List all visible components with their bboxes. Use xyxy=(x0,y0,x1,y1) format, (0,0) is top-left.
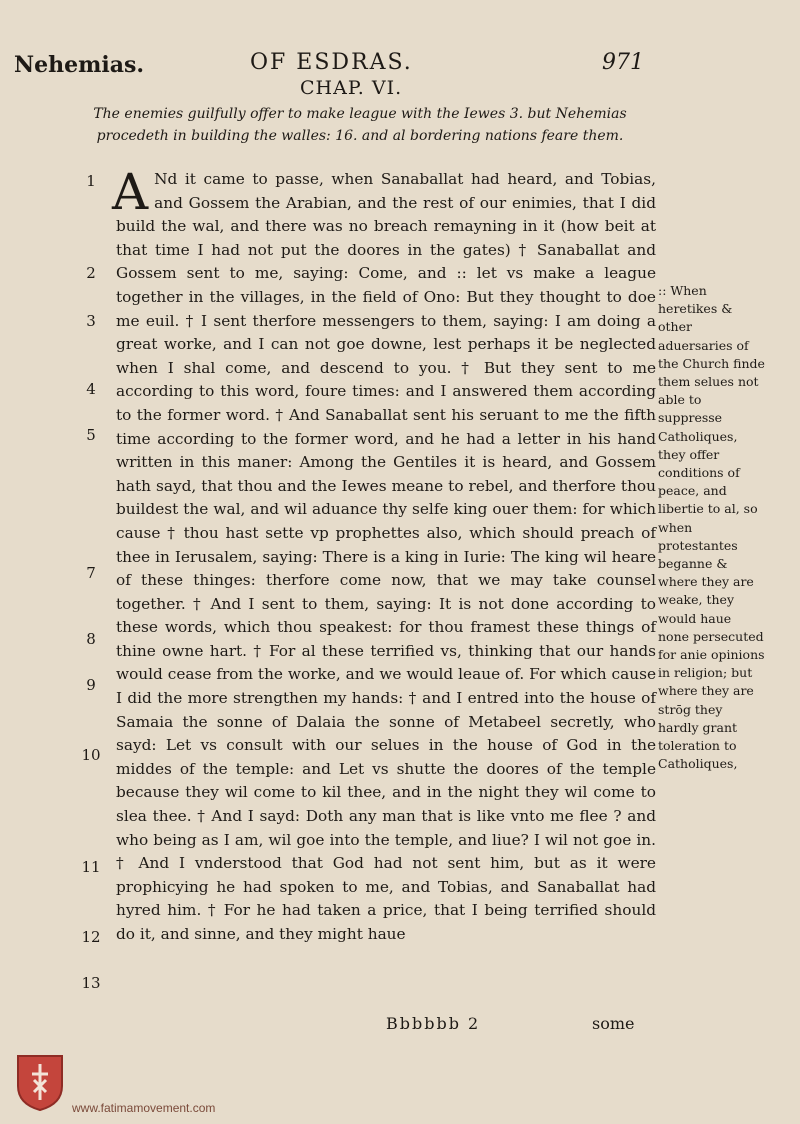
signature-mark: Bbbbbb 2 xyxy=(386,1014,481,1033)
verse-number: 10 xyxy=(81,746,101,764)
verse-number: 9 xyxy=(86,676,96,694)
verse-number: 2 xyxy=(86,264,96,282)
verse-number: 4 xyxy=(86,380,96,398)
papal-seal-icon xyxy=(14,1052,66,1112)
verse-number: 3 xyxy=(86,312,96,330)
chapter-text xyxy=(112,163,656,947)
body-text: Nd it came to passe, when Sanaballat had heard, and Tobias, and Gossem the Arabian, and the rest of our enimies, that I did build the wal, and there was no breach remayning in it (how beit at that time I had not put the doores in the gates) † Sanaballat and Gossem sent to me, saying: Come, and :: let vs make a league together in the villages, in the field of Ono: But they thought to doe me euil. † I sent therfore messengers to them, saying: I am doing a great worke, and I can not goe downe, lest perhaps it be neglected when I shal come, and descend to you. † But they sent to me according to this word, foure times: and I answered them according to the former word. † And Sanaballat sent his seruant to me the fifth time according to the former word, and he had a letter in his hand written in this maner: Among the Gentiles it is heard, and Gossem hath sayd, that thou and the Iewes meane to rebel, and therfore thou buildest the wal, and wil aduance thy selfe king ouer them: for which cause † thou hast sette vp prophettes also, which should preach of thee in Ierusalem, saying: There is a king in Iurie: The king wil heare of these thinges: therfore come now, that we may take counsel together. † And I sent to them, saying: It is not done according to these words, which thou speakest: for thou framest these things of thine owne hart. † For al these terrified vs, thinking that our hands would cease from the worke, and we would leaue of. For which cause I did the more strengthen my hands: † and I entred into the house of Samaia the sonne of Dalaia the sonne of Metabeel secretly, who sayd: Let vs consult with our selues in the house of God in the middes of the temple: and Let vs shutte the doores of the temple because they wil come to kil thee, and in the night they wil come to slea thee. † And I sayd: Doth any man that is like vnto me flee ? and who being as I am, wil goe into the temple, and liue? I wil not goe in. † And I vnderstood that God had not sent him, but as it were prophicying he had spoken to me, and Tobias, and Sanaballat had hyred him. † For he had taken a price, that I being terrified should do it, and sinne, and they might haue xyxy=(116,170,656,943)
verse-number: 12 xyxy=(81,928,101,946)
verse-number: 13 xyxy=(81,974,101,992)
verse-number: 1 xyxy=(86,172,96,190)
verse-number: 11 xyxy=(81,858,101,876)
verse-number: 8 xyxy=(86,630,96,648)
running-head-center: OF ESDRAS. xyxy=(250,50,413,75)
margin-annotation: :: When heretikes & other aduersaries of the Church finde them selues not able to suppresse Catholiques, they offer conditions of peace, and libertie to al, so when protestantes beganne & where they are weake, they would haue none persecuted for anie opinions in religion; but where they are strōg they hardly grant toleration to Catholiques, xyxy=(658,283,765,772)
page-number: 971 xyxy=(602,50,644,75)
catchword: some xyxy=(592,1014,635,1033)
verse-number: 5 xyxy=(86,426,96,444)
chapter-heading: CHAP. VI. xyxy=(300,77,403,99)
chapter-summary: The enemies guilfully offer to make league with the Iewes 3. but Nehemias procedeth in building the walles: 16. and al bordering nations feare them. xyxy=(93,106,627,144)
drop-cap: A xyxy=(112,163,149,221)
verse-number: 7 xyxy=(86,564,96,582)
running-head-left: Nehemias. xyxy=(14,52,145,78)
footer-url[interactable]: www.fatimamovement.com xyxy=(72,1101,216,1115)
